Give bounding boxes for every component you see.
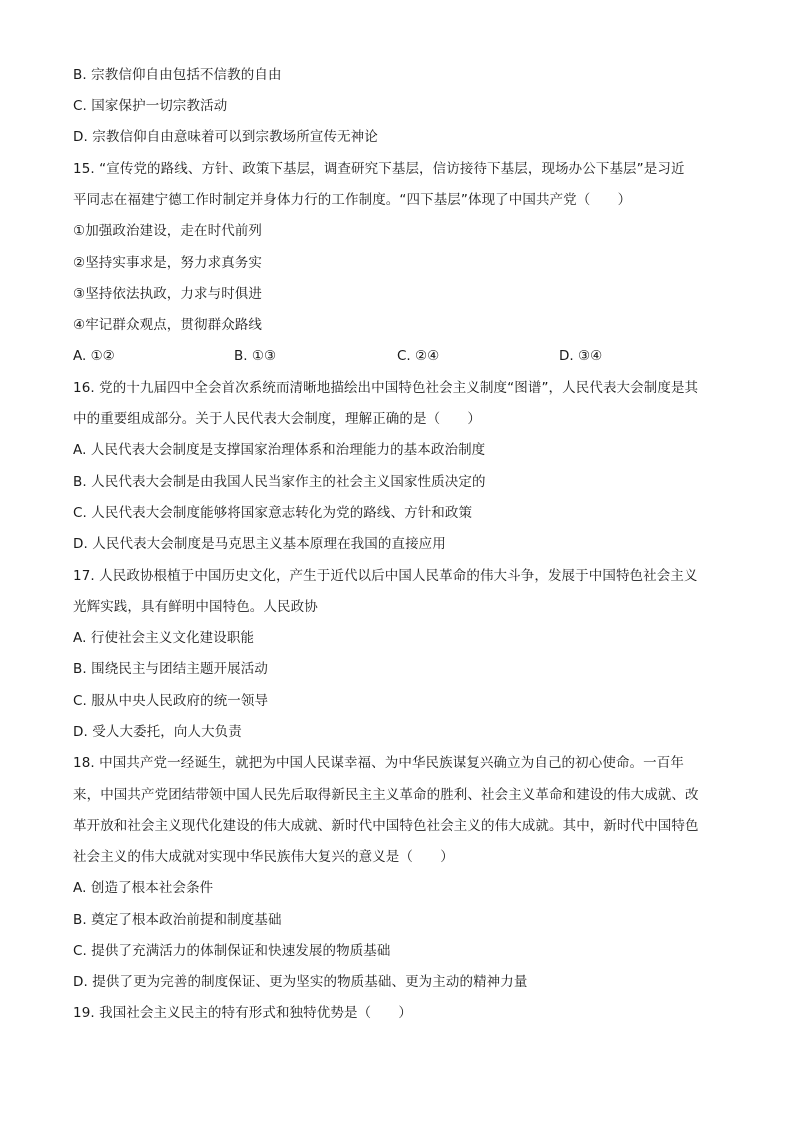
q15-option-c: C. ②④ — [397, 348, 440, 364]
q17-stem-line-2: 光辉实践，具有鲜明中国特色。人民政协 — [73, 599, 318, 615]
q18-stem-line-3: 革开放和社会主义现代化建设的伟大成就、新时代中国特色社会主义的伟大成就。其中，新时代中国特色 — [73, 818, 699, 834]
q18-stem-line-4: 社会主义的伟大成就对实现中华民族伟大复兴的意义是（ ） — [73, 849, 454, 865]
q16-stem-line-1: 16. 党的十九届四中全会首次系统而清晰地描绘出中国特色社会主义制度“图谱”，人民代表大会制度是其 — [73, 380, 699, 396]
q18-option-b: B. 奠定了根本政治前提和制度基础 — [73, 912, 282, 928]
q15-statement-1: ①加强政治建设，走在时代前列 — [73, 223, 263, 239]
q14-option-b: B. 宗教信仰自由包括不信教的自由 — [73, 67, 282, 83]
q15-stem-line-1: 15. “宣传党的路线、方针、政策下基层，调查研究下基层，信访接待下基层，现场办公下基层”是习近 — [73, 161, 685, 177]
q15-statement-3: ③坚持依法执政，力求与时俱进 — [73, 286, 263, 302]
q16-option-c: C. 人民代表大会制度能够将国家意志转化为党的路线、方针和政策 — [73, 505, 473, 521]
q18-option-a: A. 创造了根本社会条件 — [73, 880, 214, 896]
q15-options-row — [73, 347, 723, 365]
q17-option-d: D. 受人大委托，向人大负责 — [73, 724, 242, 740]
q17-option-a: A. 行使社会主义文化建设职能 — [73, 630, 255, 646]
q17-option-b: B. 围绕民主与团结主题开展活动 — [73, 661, 268, 677]
q15-option-b: B. ①③ — [234, 348, 277, 364]
q14-option-d: D. 宗教信仰自由意味着可以到宗教场所宣传无神论 — [73, 129, 378, 145]
q18-stem-line-2: 来，中国共产党团结带领中国人民先后取得新民主主义革命的胜利、社会主义革命和建设的伟大成就、改 — [73, 787, 699, 803]
q16-option-d: D. 人民代表大会制度是马克思主义基本原理在我国的直接应用 — [73, 536, 446, 552]
q15-option-d: D. ③④ — [559, 348, 603, 364]
q16-option-a: A. 人民代表大会制度是支撑国家治理体系和治理能力的基本政治制度 — [73, 442, 486, 458]
q15-statement-2: ②坚持实事求是，努力求真务实 — [73, 255, 263, 271]
q18-option-d: D. 提供了更为完善的制度保证、更为坚实的物质基础、更为主动的精神力量 — [73, 974, 528, 990]
q18-option-c: C. 提供了充满活力的体制保证和快速发展的物质基础 — [73, 943, 391, 959]
q19-stem: 19. 我国社会主义民主的特有形式和独特优势是（ ） — [73, 1005, 412, 1021]
q14-option-c: C. 国家保护一切宗教活动 — [73, 98, 228, 114]
q18-stem-line-1: 18. 中国共产党一经诞生，就把为中国人民谋幸福、为中华民族谋复兴确立为自己的初心使命。一百年 — [73, 755, 684, 771]
q15-statement-4: ④牢记群众观点，贯彻群众路线 — [73, 317, 263, 333]
q17-option-c: C. 服从中央人民政府的统一领导 — [73, 693, 269, 709]
q15-stem-line-2: 平同志在福建宁德工作时制定并身体力行的工作制度。“四下基层”体现了中国共产党（ ） — [73, 192, 632, 208]
q15-option-a: A. ①② — [73, 348, 115, 364]
q16-option-b: B. 人民代表大会制是由我国人民当家作主的社会主义国家性质决定的 — [73, 474, 486, 490]
q17-stem-line-1: 17. 人民政协根植于中国历史文化，产生于近代以后中国人民革命的伟大斗争，发展于中国特色社会主义 — [73, 568, 698, 584]
q16-stem-line-2: 中的重要组成部分。关于人民代表大会制度，理解正确的是（ ） — [73, 411, 481, 427]
